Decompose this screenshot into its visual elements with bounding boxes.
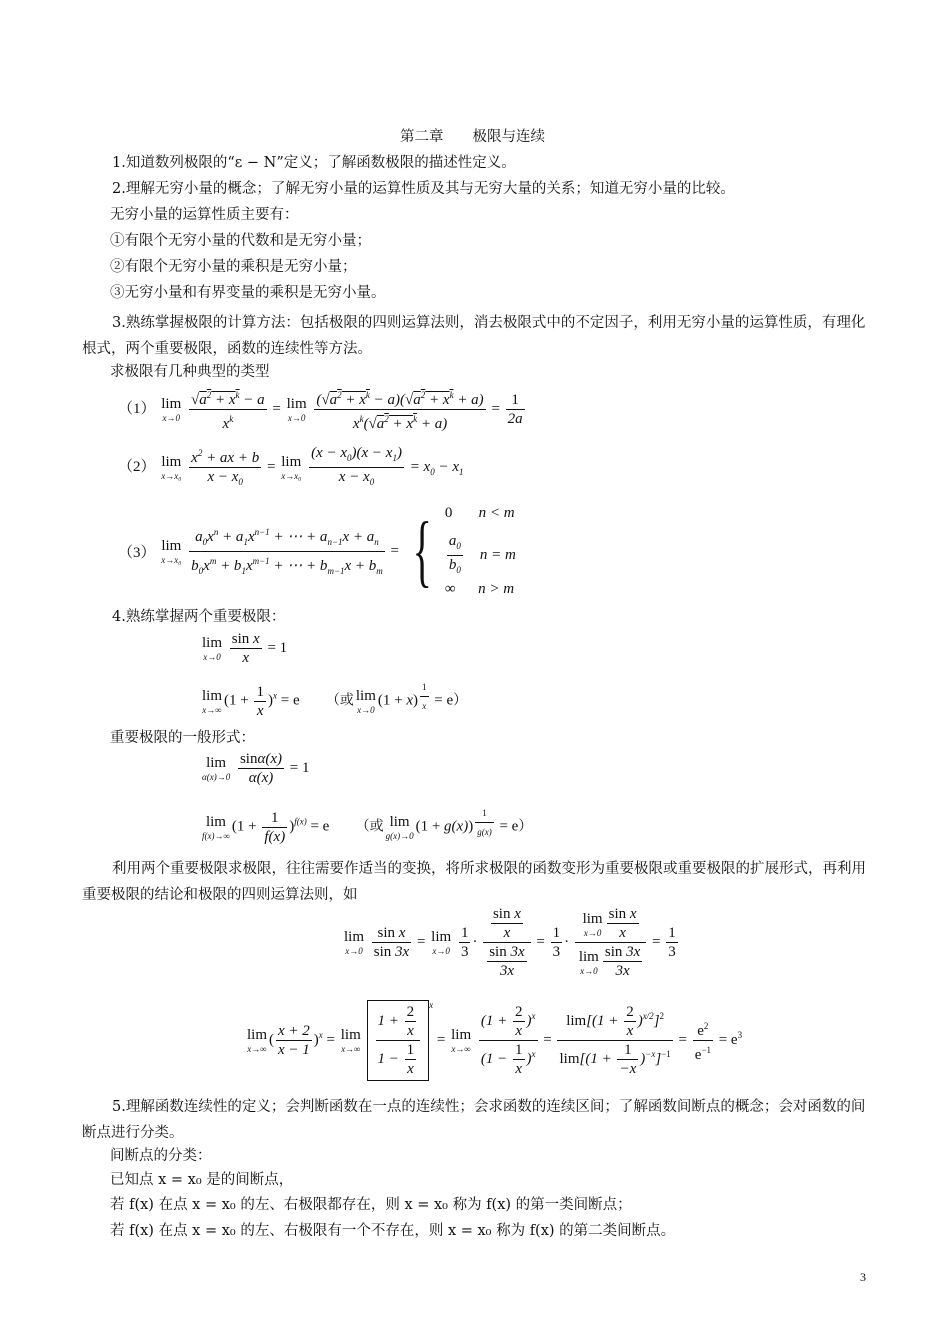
item-3: 3.熟练掌握极限的计算方法：包括极限的四则运算法则，消去极限式中的不定因子，利用无穷小量的运算性质，有理化根式，两个重要极限，函数的连续性等方法。 xyxy=(82,315,866,357)
item-1: 1.知道数列极限的“ε − N”定义；了解函数极限的描述性定义。 xyxy=(112,155,516,171)
important-limit-1: lim x→0 $\frac{\text{sin x}}{x}$ = 1 xyxy=(202,631,288,666)
formula-type-2: （2） lim x→x₀ $\frac{x^2 + ax + b}{x - x_0}$ = lim x→x₀ $\frac{(x - x_0)(x - x_1)}{x - x_0}$ = $x_0 - x_1$ xyxy=(118,445,464,487)
general-form-heading: 重要极限的一般形式： xyxy=(110,730,255,746)
discontinuity-second-kind: 若 f(x) 在点 x = x₀ 的左、右极限有一个不存在，则 x = x₀ 称为 f(x) 的第二类间断点。 xyxy=(110,1223,676,1239)
discontinuity-known: 已知点 x = x₀ 是的间断点， xyxy=(110,1172,294,1188)
item-5: 5.理解函数连续性的定义；会判断函数在一点的连续性；会求函数的连续区间；了解函数间断点的概念；会对函数的间断点进行分类。 xyxy=(82,1099,866,1141)
usage-text: 利用两个重要极限求极限，往往需要作适当的变换，将所求极限的函数变形为重要极限或重要极限的扩展形式，再利用重要极限的结论和极限的四则运算法则，如 xyxy=(82,861,866,903)
label-3: （3） xyxy=(118,544,156,561)
important-limit-2: lim x→∞ (1 + $\frac{1}{x}$ )$^x$ = e （或 lim x→0 (1 + x) $^{\frac{1}{x}}$ = e） xyxy=(200,678,467,720)
types-intro: 求极限有几种典型的类型 xyxy=(110,364,270,380)
props-intro: 无穷小量的运算性质主要有： xyxy=(110,207,299,223)
general-limit-2: lim f(x)→∞ (1 + $\frac{1}{f(x)}$ )$^{f(x)}$ = e （或 lim g(x)→0 (1 + g(x)) $^{\frac{1}{g(x)}}$ = e） xyxy=(200,804,532,846)
example-e-limit: lim x→∞ ( $\frac{x + 2}{x - 1}$ )$^x$ = lim x→∞ 1 + $\frac{2}{x}$ 1 − $\frac{1}{x}$ $^x$ = lim x→∞ (1 + $\frac{2}{x}$ )$^x$ (1 − $\frac{1}{x}$ )$^x$ = lim[(1 + $\frac{2}{x}$ )$^{x/2}$]$^2$ lim[(1 + $\frac{1}{-x}$ )$^{-x}$]$^{-1}$ = $\frac{e^2}{e^{-1}}$ = $e^3$ xyxy=(245,1000,742,1081)
prop-2: ②有限个无穷小量的乘积是无穷小量； xyxy=(110,259,357,275)
prop-1: ①有限个无穷小量的代数和是无穷小量； xyxy=(110,233,371,249)
label-2: （2） xyxy=(118,458,156,475)
item-2: 2.理解无穷小量的概念；了解无穷小量的运算性质及其与无穷大量的关系；知道无穷小量的比较。 xyxy=(112,181,735,197)
formula-type-3: （3） lim x→x₀ $\frac{a_0x^n + a_1x^{n-1} + \cdots + a_{n-1}x + a_n}{b_0x^m + b_1x^{m-1} + \cdots + b_{m-1}x + b_m}$ = { 0 n < m $\frac{a_0}{b_0}$ n = m ∞ n > m xyxy=(118,505,516,597)
label-1: （1） xyxy=(118,400,156,417)
discontinuity-first-kind: 若 f(x) 在点 x = x₀ 的左、右极限都存在，则 x = x₀ 称为 f(x) 的第一类间断点； xyxy=(110,1197,632,1213)
general-limit-1: lim α(x)→0 $\frac{\sin\alpha(x)}{\alpha(x)}$ = 1 xyxy=(202,751,310,786)
formula-type-1: （1） lim x→0 $\frac{√a^2 + x^k - a}{x^k}$ = lim x→0 $\frac{(√a^2 + x^k - a)(√a^2 + x^k + a)}{x^k(√a^2 + x^k + a)}$ = $\frac{1}{2a}$ xyxy=(118,386,527,433)
chapter-title: 第二章 极限与连续 xyxy=(400,129,545,145)
page-number: 3 xyxy=(860,1270,866,1284)
prop-3: ③无穷小量和有界变量的乘积是无穷小量。 xyxy=(110,285,386,301)
example-sin-limit: lim x→0 $\frac{\text{sin x}}{\sin 3x}$ = lim x→0 $\frac{1}{3}$ · $\frac{\frac{\text{sin x}}{x}}{\frac{\sin 3x}{3x}}$ = $\frac{1}{3}$ · lim x→0 $\frac{\text{sin x}}{x}$ lim x→0 $\frac{\sin 3x}{3x}$ = $\frac{1}{3}$ xyxy=(344,906,676,979)
item-4: 4.熟练掌握两个重要极限： xyxy=(112,609,286,625)
discontinuity-intro: 间断点的分类： xyxy=(110,1148,212,1164)
